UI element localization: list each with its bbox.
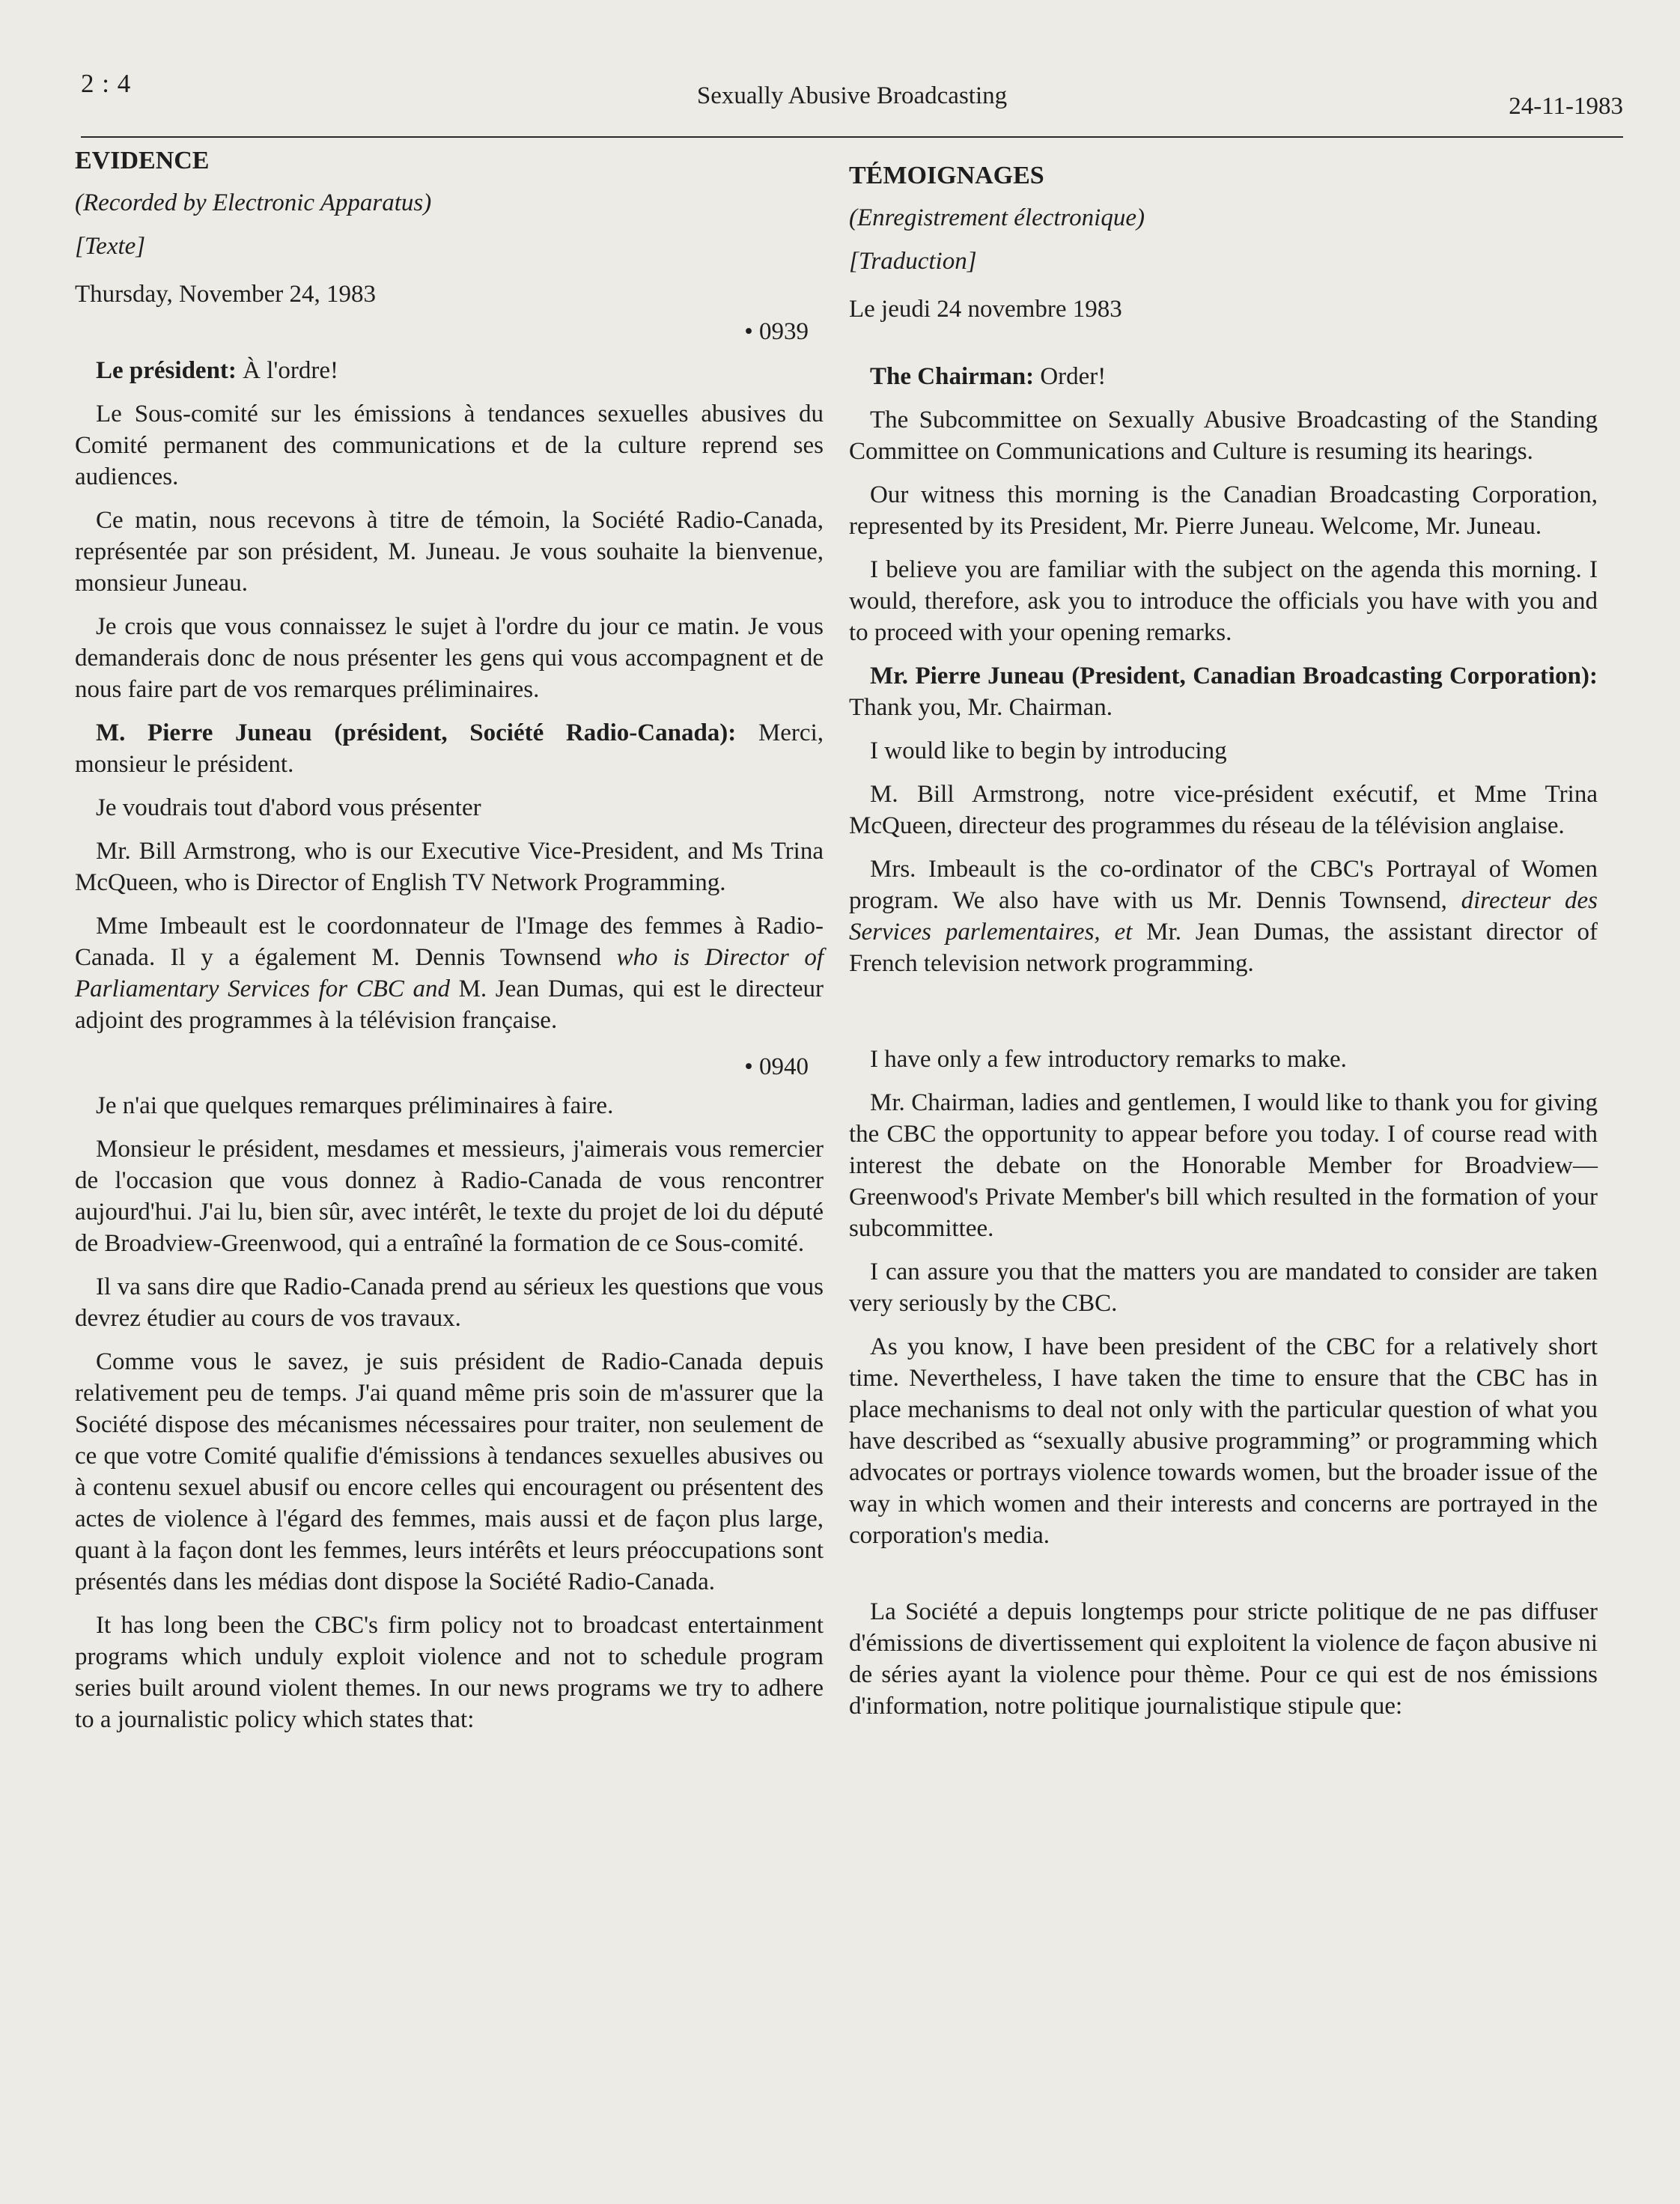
- paragraph: Je crois que vous connaissez le sujet à l'ordre du jour ce matin. Je vous demanderais donc de nous présenter les gens qui vous accompagnent et de nous faire part de vos remarques préliminaires.: [75, 613, 824, 703]
- speaker-name: The Chairman:: [870, 363, 1035, 390]
- paragraph: M. Bill Armstrong, notre vice-président exécutif, et Mme Trina McQueen, directeur des programmes du réseau de la télévision anglaise.: [849, 781, 1598, 839]
- paragraph: As you know, I have been president of the CBC for a relatively short time. Nevertheless, I have taken the time to ensure that the CBC has in place mechanisms to deal not only with the particular question of what you have described as “sexually abusive programming” or programming which advocates or portrays violence towards women, but the broader issue of the way in which women and their interests and concerns are portrayed in the corporation's media.: [849, 1333, 1598, 1549]
- paragraph: [849, 660, 1598, 723]
- speech-text: Order!: [1034, 363, 1107, 390]
- paragraph: Il va sans dire que Radio-Canada prend au sérieux les questions que vous devrez étudier au cours de vos travaux.: [75, 1273, 824, 1332]
- paragraph: Le Sous-comité sur les émissions à tendances sexuelles abusives du Comité permanent des communications et de la culture reprend ses audiences.: [75, 401, 824, 490]
- speech-text: Thank you, Mr. Chairman.: [849, 694, 1113, 721]
- text-span: M. Jean Dumas, qui est le directeur adjoint des programmes à la télévision française.: [75, 975, 824, 1034]
- page-number: 2 : 4: [81, 69, 132, 98]
- timestamp: • 0939: [744, 318, 809, 345]
- italic-span: directeur des Services parlementaires, et: [849, 887, 1598, 946]
- paragraph: I have only a few introductory remarks to make.: [870, 1046, 1347, 1073]
- speaker-name: M. Pierre Juneau (président, Société Radio-Canada):: [96, 719, 737, 746]
- header-date: 24-11-1983: [1509, 93, 1623, 120]
- paragraph: Our witness this morning is the Canadian Broadcasting Corporation, represented by its President, Mr. Pierre Juneau. Welcome, Mr. Juneau.: [849, 481, 1598, 540]
- paragraph: It has long been the CBC's firm policy not to broadcast entertainment programs which unduly exploit violence and not to schedule program series built around violent themes. In our news programs we try to adhere to a journalistic policy which states that:: [75, 1612, 824, 1733]
- text-span: Mrs. Imbeault is the co-ordinator of the CBC's Portrayal of Women program. We also have with us Mr. Dennis Townsend,: [849, 856, 1598, 914]
- paragraph: The Subcommittee on Sexually Abusive Broadcasting of the Standing Committee on Communications and Culture is resuming its hearings.: [849, 407, 1598, 465]
- section-heading: EVIDENCE: [75, 147, 210, 174]
- paragraph: [75, 910, 824, 1036]
- paragraph: Mr. Bill Armstrong, who is our Executive Vice-President, and Ms Trina McQueen, who is Director of English TV Network Programming.: [75, 838, 824, 896]
- speech-text: Merci, monsieur le président.: [75, 719, 824, 778]
- right-column: [849, 142, 1598, 1734]
- paragraph: [75, 717, 824, 780]
- text-span: Mr. Jean Dumas, the assistant director of French television network programming.: [849, 919, 1598, 977]
- paragraph: [849, 361, 1598, 392]
- paragraph: I can assure you that the matters you are mandated to consider are taken very seriously by the CBC.: [849, 1258, 1598, 1317]
- paragraph: [75, 355, 824, 386]
- translation-note: [Traduction]: [849, 248, 977, 275]
- italic-span: who is Director of Parliamentary Services for CBC and: [75, 944, 824, 1002]
- paragraph: Monsieur le président, mesdames et messieurs, j'aimerais vous remercier de l'occasion que vous donnez à Radio-Canada de vous rencontrer aujourd'hui. J'ai lu, bien sûr, avec intérêt, le texte du projet de loi du député de Broadview-Greenwood, qui a entraîné la formation de ce Sous-comité.: [75, 1136, 824, 1257]
- running-title: Sexually Abusive Broadcasting: [696, 82, 1008, 109]
- speaker-name: Mr. Pierre Juneau (President, Canadian Broadcasting Corporation):: [870, 663, 1598, 689]
- timestamp: • 0940: [744, 1053, 809, 1080]
- paragraph: La Société a depuis longtemps pour stricte politique de ne pas diffuser d'émissions de divertissement qui exploitent la violence de façon abusive ni de séries ayant la violence pour thème. Pour ce qui est de nos émissions d'information, notre politique journalistique stipule que:: [849, 1598, 1598, 1720]
- hearing-date: Thursday, November 24, 1983: [75, 281, 377, 308]
- paragraph: [849, 853, 1598, 979]
- section-heading: TÉMOIGNAGES: [849, 162, 1044, 189]
- speaker-name: Le président:: [96, 357, 237, 384]
- paragraph: I believe you are familiar with the subject on the agenda this morning. I would, therefore, ask you to introduce the officials you have with you and to proceed with your opening remarks.: [849, 556, 1598, 646]
- hearing-date: Le jeudi 24 novembre 1983: [849, 296, 1122, 323]
- paragraph: Je n'ai que quelques remarques préliminaires à faire.: [96, 1092, 614, 1119]
- speech-text: À l'ordre!: [236, 357, 338, 384]
- left-column: [75, 142, 824, 1747]
- paragraph: I would like to begin by introducing: [870, 737, 1227, 764]
- page-header: [81, 69, 1623, 138]
- paragraph: Mr. Chairman, ladies and gentlemen, I would like to thank you for giving the CBC the opportunity to appear before you today. I of course read with interest the debate on the Honorable Member for Broadview—Greenwood's Private Member's bill which resulted in the formation of your subcommittee.: [849, 1089, 1598, 1242]
- text-note: [Texte]: [75, 233, 146, 260]
- paragraph: Je voudrais tout d'abord vous présenter: [96, 794, 481, 821]
- text-span: Mme Imbeault est le coordonnateur de l'Image des femmes à Radio-Canada. Il y a également M. Dennis Townsend: [75, 913, 824, 971]
- recording-note: (Recorded by Electronic Apparatus): [75, 189, 432, 216]
- recording-note: (Enregistrement électronique): [849, 204, 1145, 231]
- paragraph: Comme vous le savez, je suis président de Radio-Canada depuis relativement peu de temps. J'ai quand même pris soin de m'assurer que la Société dispose des mécanismes nécessaires pour traiter, non seulement de ce que votre Comité qualifie d'émissions à tendances sexuelles abusives ou à contenu sexuel abusif ou encore celles qui encouragent ou présentent des actes de violence à l'égard des femmes, mais aussi et de façon plus large, quant à la façon dont les femmes, leurs intérêts et leurs préoccupations sont présentés dans les médias dont dispose la Société Radio-Canada.: [75, 1348, 824, 1595]
- paragraph: Ce matin, nous recevons à titre de témoin, la Société Radio-Canada, représentée par son président, M. Juneau. Je vous souhaite la bienvenue, monsieur Juneau.: [75, 507, 824, 597]
